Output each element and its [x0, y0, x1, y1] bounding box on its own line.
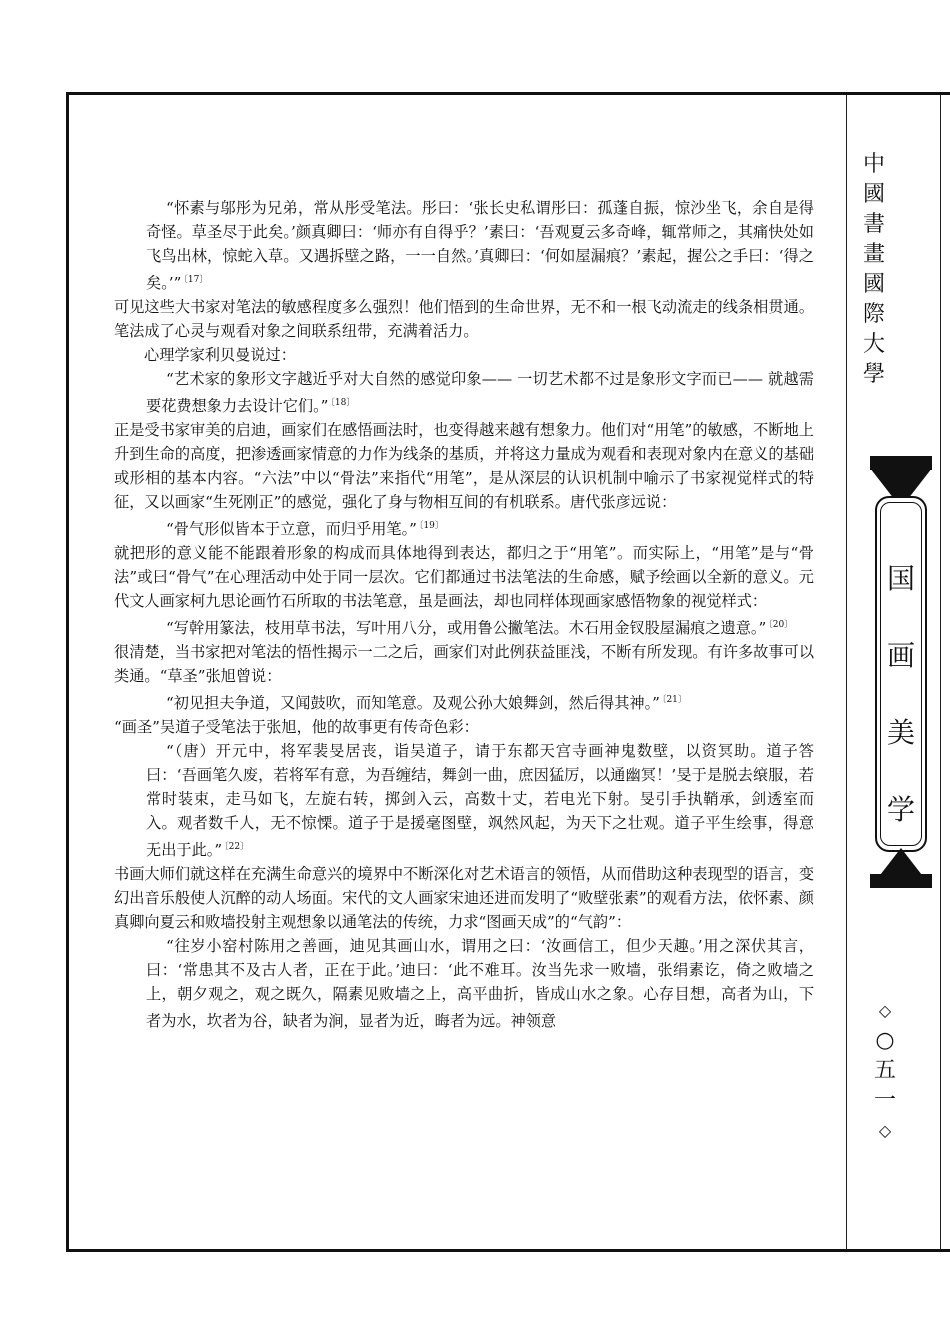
quote-23: “往岁小窑村陈用之善画，迪见其画山水，谓用之曰：‘汝画信工，但少天趣。’用之深伏其言，曰：‘常患其不及古人者，正在于此。’迪曰：‘此不难耳。汝当先求一败墙，张绢素讫，倚之败墙之上，朝夕观之，观之既久，隔素见败墙之上，高平曲折，皆成山水之象。心存目想，高者为山，下者为水，坎者为谷，缺者为涧，显者为近，晦者为远。神领意	[146, 937, 814, 1031]
quote-22: “（唐）开元中，将军裴旻居丧，诣吴道子，请于东都天宫寺画神鬼数壁，以资冥助。道子答曰：‘吾画笔久废，若将军有意，为吾缠结，舞剑一曲，庶因猛厉，以通幽冥！’旻于是脱去缞服，若常时装束，走马如飞，左旋右转，掷剑入云，高数十丈，若电光下射。旻引手执鞘承，剑透室而入。观者数千人，无不惊慄。道子于是援毫图壁，飒然风起，为天下之壮观。道子平生绘事，得意无出于此。” $^{〔22〕}$	[146, 742, 814, 860]
university-name: 中 國 書 畫 國 際 大 學	[862, 152, 885, 387]
paragraph-3: 正是受书家审美的启迪，画家们在感悟画法时，也变得越来越有想象力。他们对“用笔”的敏感，不断地上升到生命的高度，把渗透画家情意的力作为线条的基质，并将这力量成为观看和表现对象内在意义的基础或形相的基本内容。“六法”中以“骨法”来指代“用笔”，是从深层的认识机制中喻示了书家视觉样式的特征，又以画家“生死刚正”的感觉，强化了身与物相互间的有机联系。唐代张彦远说：	[114, 421, 814, 512]
main-text	[114, 196, 814, 1033]
side-divider-right	[940, 95, 941, 1250]
quote-17: “怀素与邬彤为兄弟，常从彤受笔法。彤曰：‘张长史私谓彤曰：孤蓬自振，惊沙坐飞，余自是得奇怪。草圣尽于此矣。’颜真卿曰：‘师亦有自得乎？’素曰：‘吾观夏云多奇峰，辄常师之，其痛快处如飞鸟出林，惊蛇入草。又遇拆壁之路，一一自然。’真卿曰：‘何如屋漏痕？’素起，握公之手曰：‘得之矣。’” $^{〔17〕}$	[146, 199, 814, 293]
quote-20: “写幹用篆法，枝用草书法，写叶用八分，或用鲁公撇笔法。木石用金钗股屋漏痕之遗意。” $^{〔20〕}$	[166, 619, 794, 638]
paragraph-4: 就把形的意义能不能跟着形象的构成而具体地得到表达，都归之于“用笔”。而实际上，“用笔”是与“骨法”或曰“骨气”在心理活动中处于同一层次。它们都通过书法笔法的生命感，赋予绘画以全新的意义。元代文人画家柯九思论画竹石所取的书法笔意，虽是画法，却也同样体现画家感悟物象的视觉样式：	[114, 544, 814, 611]
paragraph-1: 可见这些大书家对笔法的敏感程度多么强烈！他们悟到的生命世界，无不和一根飞动流走的线条相贯通。笔法成了心灵与观看对象之间联系纽带，充满着活力。	[114, 298, 814, 341]
book-title: 国 画 美 学	[886, 562, 915, 826]
paragraph-5: 很清楚，当书家把对笔法的悟性揭示一二之后，画家们对此例获益匪浅，不断有所发现。有许多故事可以类通。“草圣”张旭曾说：	[114, 643, 814, 686]
paragraph-7: 书画大师们就这样在充满生命意兴的境界中不断深化对艺术语言的领悟，从而借助这种表现型的语言，变幻出音乐般使人沉醉的动人场面。宋代的文人画家宋迪还进而发明了“败壁张素”的观看方法，依怀素、颜真卿向夏云和败墙投射主观想象以通笔法的传统，力求“图画天成”的“气韵”：	[114, 865, 814, 932]
paragraph-6: “画圣”吴道子受笔法于张旭，他的故事更有传奇色彩：	[114, 718, 479, 737]
title-bar-bottom	[870, 874, 932, 888]
side-divider	[846, 95, 847, 1250]
quote-19: “骨气形似皆本于立意，而归乎用笔。” $^{〔19〕}$	[166, 520, 444, 539]
quote-21: “初见担夫争道，又闻鼓吹，而知笔意。及观公孙大娘舞剑，然后得其神。” $^{〔21〕}$	[166, 694, 687, 713]
quote-18: “艺术家的象形文字越近乎对大自然的感觉印象—— 一切艺术都不过是象形文字而已—— 就越需要花费想象力去设计它们。” $^{〔18〕}$	[146, 370, 814, 416]
paragraph-2: 心理学家利贝曼说过：	[144, 346, 296, 365]
page-number: ◇ ○ 五 一 ◇	[873, 1001, 896, 1140]
